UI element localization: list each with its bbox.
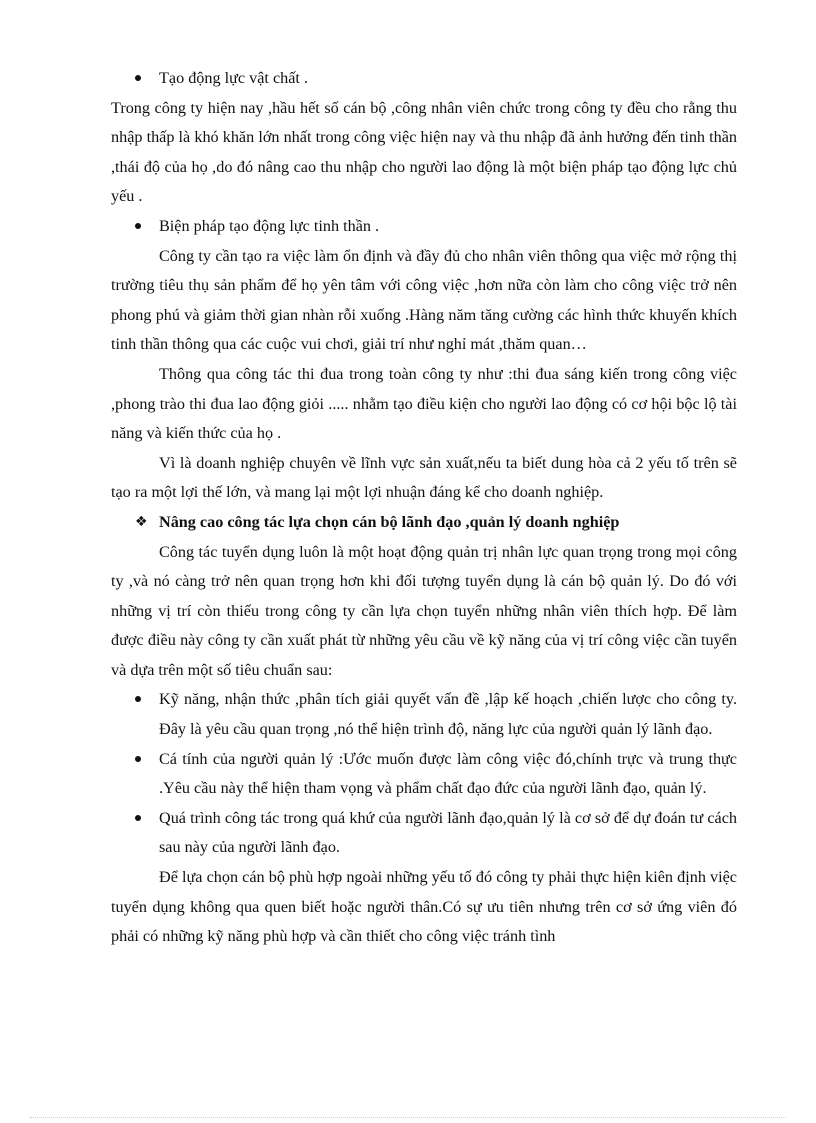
diamond-bullet-icon: ❖ — [135, 513, 148, 530]
bullet-icon — [135, 223, 141, 229]
criteria-item — [111, 804, 737, 863]
bullet-text: Tạo động lực vật chất . — [159, 69, 309, 87]
criteria-text: Kỹ năng, nhận thức ,phân tích giải quyết vấn đề ,lập kế hoạch ,chiến lược cho công ty. Đây là yêu cầu quan trọng ,nó thể hiện trình độ, năng lực của người quản lý lãnh đạo. — [159, 690, 737, 739]
paragraph-income: Trong công ty hiện nay ,hầu hết số cán bộ ,công nhân viên chức trong công ty đều cho rằng thu nhập thấp là khó khăn lớn nhất trong công việc hiện nay và thu nhập đã ảnh hưởng đến tinh thần ,thái độ của họ ,do đó nâng cao thu nhập cho người lao động là một biện pháp tạo động lực chủ yếu . — [111, 98, 737, 206]
bullet-text: Biện pháp tạo động lực tinh thần . — [159, 216, 380, 235]
bullet-item-material-motivation — [111, 64, 737, 94]
section-heading — [111, 508, 737, 538]
paragraph-recruitment: Công tác tuyển dụng luôn là một hoạt động quản trị nhân lực quan trọng trong mọi công ty ,và nó càng trở nên quan trọng hơn khi đối tượng tuyển dụng là cán bộ quản lý. Do đó với những vị trí còn thiếu trong công ty cần lựa chọn tuyển những nhân viên thích hợp. Để làm được điều này công ty cần xuất phát từ những yêu cầu về kỹ năng của vị trí công việc cần tuyển và dựa trên một số tiêu chuẩn sau: — [111, 542, 737, 679]
criteria-text: Quá trình công tác trong quá khứ của người lãnh đạo,quản lý là cơ sở để dự đoán tư cách sau này của người lãnh đạo. — [159, 808, 737, 857]
section-heading-text: Nâng cao công tác lựa chọn cán bộ lãnh đạo ,quản lý doanh nghiệp — [159, 512, 620, 531]
criteria-text: Cá tính của người quản lý :Ước muốn được làm công việc đó,chính trực và trung thực .Yêu cầu này thể hiện tham vọng và phẩm chất đạo đức của người lãnh đạo, quản lý. — [159, 749, 737, 798]
bullet-icon — [135, 815, 141, 821]
paragraph-stable-jobs: Công ty cần tạo ra việc làm ổn định và đầy đủ cho nhân viên thông qua việc mở rộng thị trường tiêu thụ sản phẩm để họ yên tâm với công việc ,hơn nữa còn làm cho công việc trở nên phong phú và giảm thời gian nhàn rỗi xuống .Hàng năm tăng cường các hình thức khuyến khích tinh thần thông qua các cuộc vui chơi, giải trí như nghỉ mát ,thăm quan… — [111, 246, 737, 354]
bullet-icon — [135, 75, 141, 81]
criteria-item — [111, 745, 737, 804]
bullet-icon — [135, 696, 141, 702]
document-body — [111, 64, 737, 952]
paragraph-balance: Vì là doanh nghiệp chuyên về lĩnh vực sản xuất,nếu ta biết dung hòa cả 2 yếu tố trên sẽ tạo ra một lợi thế lớn, và mang lại một lợi nhuận đáng kể cho doanh nghiệp. — [111, 453, 737, 502]
bullet-icon — [135, 756, 141, 762]
bullet-item-spiritual-motivation — [111, 212, 737, 242]
page-bottom-divider — [30, 1117, 786, 1118]
criteria-item — [111, 685, 737, 744]
paragraph-selection: Để lựa chọn cán bộ phù hợp ngoài những yếu tố đó công ty phải thực hiện kiên định việc tuyển dụng không qua quen biết hoặc người thân.Có sự ưu tiên nhưng trên cơ sở ứng viên đó phải có những kỹ năng phù hợp và cần thiết cho công việc tránh tình — [111, 868, 737, 946]
paragraph-emulation: Thông qua công tác thi đua trong toàn công ty như :thi đua sáng kiến trong công việc ,phong trào thi đua lao động giỏi ..... nhằm tạo điều kiện cho người lao động có cơ hội bộc lộ tài năng và kiến thức của họ . — [111, 364, 737, 443]
